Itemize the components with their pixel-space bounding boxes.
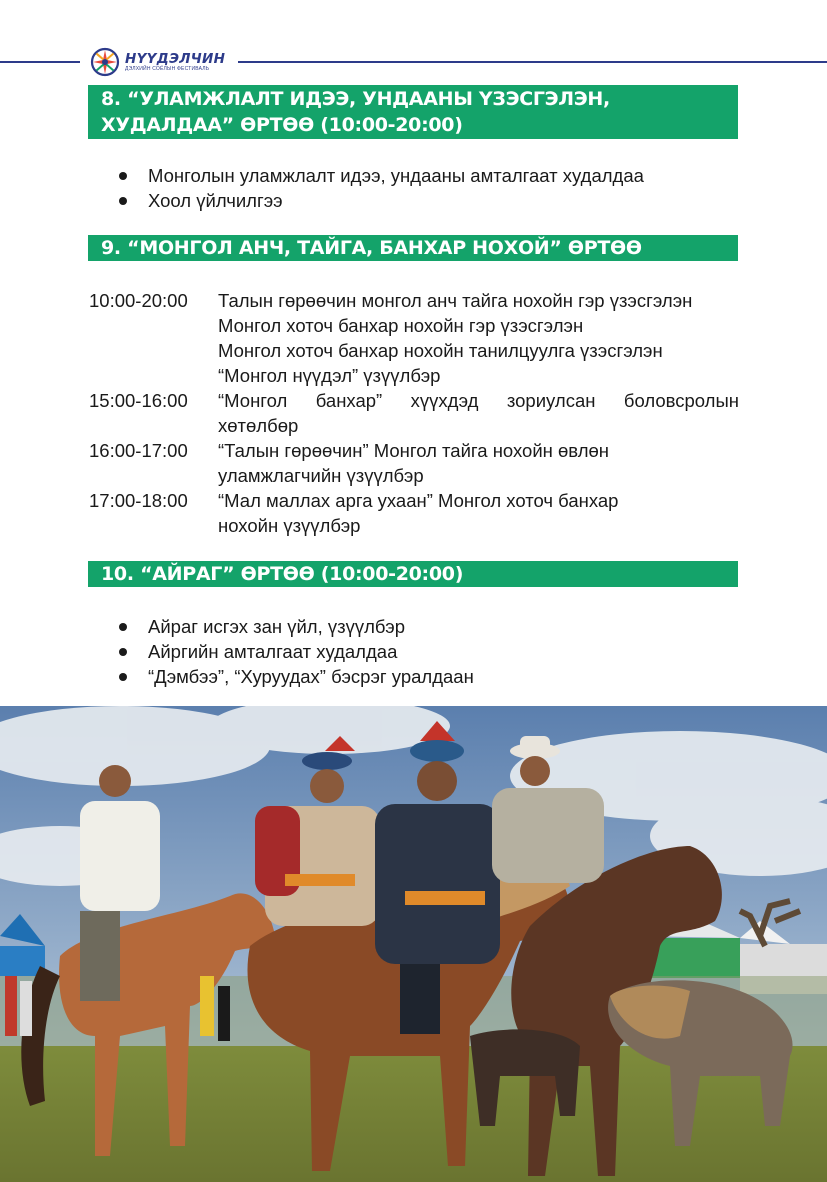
section-8-list <box>118 163 644 213</box>
schedule-description <box>218 438 739 488</box>
festival-emblem-icon <box>90 47 120 77</box>
festival-photo <box>0 706 827 1182</box>
brand-logo <box>90 46 235 78</box>
schedule-line: хөтөлбөр <box>218 415 299 436</box>
section-8-heading <box>88 85 738 139</box>
schedule-time: 10:00-20:00 <box>89 290 188 311</box>
schedule-line: Монгол хоточ банхар нохойн гэр үзэсгэлэн <box>218 315 584 336</box>
schedule-description <box>218 388 739 438</box>
schedule-time: 15:00-16:00 <box>89 390 188 411</box>
section-8-title-line1: 8. “УЛАМЖЛАЛТ ИДЭЭ, УНДААНЫ ҮЗЭСГЭЛЭН, <box>101 88 610 110</box>
section-10-title: 10. “АЙРАГ” ӨРТӨӨ (10:00-20:00) <box>101 563 464 585</box>
schedule-line: “Монгол нүүдэл” үзүүлбэр <box>218 365 441 386</box>
schedule-time: 17:00-18:00 <box>89 490 188 511</box>
schedule-description <box>218 488 739 538</box>
list-item: Айраг исгэх зан үйл, үзүүлбэр <box>118 614 474 639</box>
schedule-row <box>89 388 739 438</box>
schedule-time: 16:00-17:00 <box>89 440 188 461</box>
schedule-line: “Мал маллах арга ухаан” Монгол хоточ банхар <box>218 490 619 511</box>
schedule-row <box>89 488 739 538</box>
list-item: Хоол үйлчилгээ <box>118 188 644 213</box>
section-10-list <box>118 614 474 689</box>
schedule-line: Талын гөрөөчин монгол анч тайга нохойн гэр үзэсгэлэн <box>218 290 693 311</box>
schedule-line: нохойн үзүүлбэр <box>218 515 361 536</box>
list-item: “Дэмбээ”, “Хуруудах” бэсрэг уралдаан <box>118 664 474 689</box>
section-10-heading <box>88 561 738 587</box>
section-9-heading <box>88 235 738 261</box>
schedule-line: “Талын гөрөөчин” Монгол тайга нохойн өвлөн <box>218 440 610 461</box>
list-item: Айргийн амталгаат худалдаа <box>118 639 474 664</box>
schedule-row <box>89 288 739 388</box>
section-9-schedule <box>89 288 739 538</box>
list-item: Монголын уламжлалт идээ, ундааны амталгаат худалдаа <box>118 163 644 188</box>
schedule-description <box>218 288 739 388</box>
schedule-line: “Монгол банхар” хүүхдэд зориулсан боловсролын <box>218 390 739 411</box>
header-rule-right <box>238 61 827 63</box>
section-8-title-line2: ХУДАЛДАА” ӨРТӨӨ (10:00-20:00) <box>101 114 463 136</box>
schedule-row <box>89 438 739 488</box>
riders-with-reindeer-image <box>0 706 827 1182</box>
brand-subtitle: ДЭЛХИЙН СОЁЛЫН ФЕСТИВАЛЬ <box>125 65 210 72</box>
header-rule-left <box>0 61 80 63</box>
brand-name: НҮҮДЭЛЧИН <box>125 50 226 67</box>
schedule-line: Монгол хоточ банхар нохойн танилцуулга үзэсгэлэн <box>218 340 663 361</box>
schedule-line: уламжлагчийн үзүүлбэр <box>218 465 424 486</box>
section-9-title: 9. “МОНГОЛ АНЧ, ТАЙГА, БАНХАР НОХОЙ” ӨРТӨӨ <box>101 237 642 259</box>
